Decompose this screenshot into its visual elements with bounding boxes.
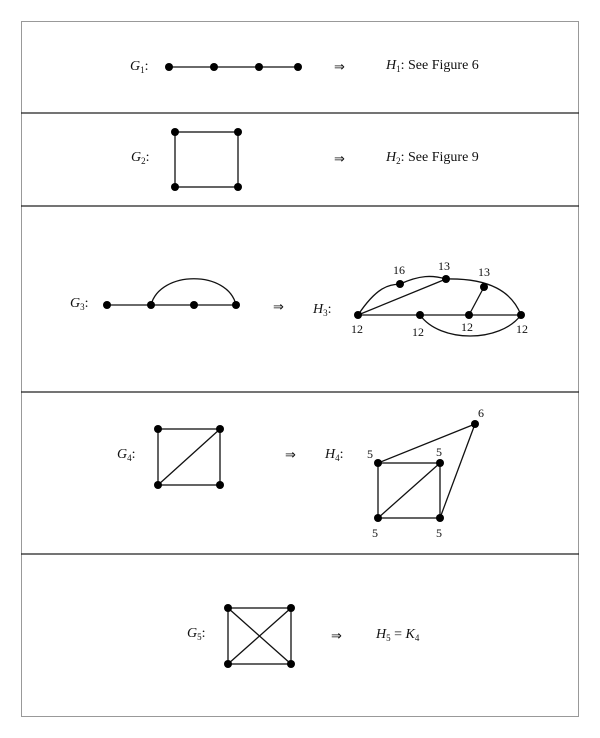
g1-vertex	[165, 63, 173, 71]
h4-label: $H_4$:	[325, 447, 344, 463]
g5-vertex	[287, 660, 295, 668]
g3-vertex	[103, 301, 111, 309]
h3-vertex	[480, 283, 488, 291]
implies-arrow-1: ⇒	[334, 60, 345, 75]
h3-weight: 16	[393, 263, 405, 277]
g4-vertex	[216, 481, 224, 489]
implies-arrow-3: ⇒	[273, 300, 284, 315]
h4-weight: 5	[367, 447, 373, 461]
g2-cycle-graph	[171, 128, 242, 191]
row-5	[187, 604, 420, 668]
h4-vertex	[374, 514, 382, 522]
g4-vertex	[154, 425, 162, 433]
g5-label: $G_5$:	[187, 626, 206, 642]
g3-vertex	[190, 301, 198, 309]
g2-vertex	[171, 183, 179, 191]
g4-vertex	[154, 481, 162, 489]
h3-vertex	[442, 275, 450, 283]
h3-weight: 12	[461, 320, 473, 334]
h1-label: $H_1$: See Figure 6	[386, 58, 479, 74]
h4-weight: 6	[478, 406, 484, 420]
h4-weight: 5	[436, 526, 442, 540]
h3-weight: 12	[351, 322, 363, 336]
h3-weight: 12	[412, 325, 424, 339]
h4-vertex	[436, 514, 444, 522]
outer-frame	[22, 22, 579, 717]
g5-vertex	[224, 660, 232, 668]
g3-vertex	[232, 301, 240, 309]
g5-vertex	[287, 604, 295, 612]
h3-vertex	[396, 280, 404, 288]
g1-vertex	[210, 63, 218, 71]
h3-vertex	[465, 311, 473, 319]
g3-label: $G_3$:	[70, 296, 89, 312]
h3-weight: 13	[478, 265, 490, 279]
h4-vertex	[436, 459, 444, 467]
h3-graph	[351, 259, 528, 339]
g4-label: $G_4$:	[117, 447, 136, 463]
g4-vertex	[216, 425, 224, 433]
g3-vertex	[147, 301, 155, 309]
g2-vertex	[171, 128, 179, 136]
implies-arrow-4: ⇒	[285, 448, 296, 463]
h3-vertex	[416, 311, 424, 319]
g2-vertex	[234, 128, 242, 136]
h2-label: $H_2$: See Figure 9	[386, 150, 479, 166]
g5-vertex	[224, 604, 232, 612]
h4-graph	[367, 406, 484, 540]
g1-label: $G_1$:	[130, 59, 149, 75]
g2-label: $G_2$:	[131, 150, 150, 166]
h4-vertex	[374, 459, 382, 467]
h4-vertex	[471, 420, 479, 428]
row-2	[131, 128, 479, 191]
g4-graph	[154, 425, 224, 489]
h4-weight: 5	[372, 526, 378, 540]
g1-path-graph	[165, 63, 302, 71]
row-3	[70, 259, 528, 339]
g1-vertex	[255, 63, 263, 71]
g2-vertex	[234, 183, 242, 191]
g3-graph	[103, 279, 240, 309]
h4-weight: 5	[436, 445, 442, 459]
implies-arrow-2: ⇒	[334, 152, 345, 167]
row-4	[117, 406, 484, 540]
h3-vertex	[517, 311, 525, 319]
g5-complete-graph	[224, 604, 295, 668]
g1-vertex	[294, 63, 302, 71]
h5-label: $H_5 = K_4$	[376, 627, 420, 643]
h3-weight: 12	[516, 322, 528, 336]
row-1	[130, 58, 479, 75]
h3-weight: 13	[438, 259, 450, 273]
implies-arrow-5: ⇒	[331, 629, 342, 644]
h3-vertex	[354, 311, 362, 319]
h3-label: $H_3$:	[313, 302, 332, 318]
